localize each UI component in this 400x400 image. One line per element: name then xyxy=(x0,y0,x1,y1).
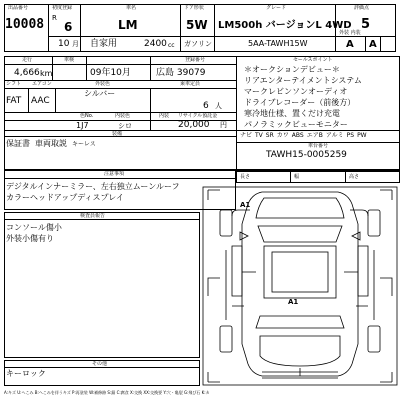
notes-label: 注意事項 xyxy=(104,171,125,177)
shift-label: シフト xyxy=(6,81,22,87)
footer-legend: A:キズ U:へこみ B:へこみを伴うキズ P:再塗装 W:補修跡 S:錆 C:腐食 X:交換 XX:交換要 Y:穴・亀裂 G:飛び石 K:カ xyxy=(4,390,210,395)
exterior-color: シルバー xyxy=(84,89,116,98)
score: 5 xyxy=(361,17,371,32)
report-line: コンソール傷小 xyxy=(6,223,62,232)
color-code-label: 色No. xyxy=(80,113,94,119)
seating-capacity: 6 xyxy=(203,101,209,111)
option-abs: ABS xyxy=(291,132,304,139)
note-line: カラーヘッドアップディスプレイ xyxy=(6,193,124,202)
length-label: 長さ xyxy=(240,174,251,180)
fuel-type: ガソリン xyxy=(184,40,212,48)
option-tv: TV xyxy=(255,132,263,139)
seats-label: 乗車定員 xyxy=(180,81,201,87)
option-ps: PS xyxy=(346,132,355,139)
sales-point: リアエンターテイメントシステム xyxy=(244,76,362,85)
equipment-keyless: キーレス xyxy=(72,141,96,148)
exterior-interior-label: 外装 内装 xyxy=(339,30,361,36)
recycle-amount: 20,000 xyxy=(178,120,210,130)
mileage-unit: km xyxy=(40,69,53,78)
usage: 自家用 xyxy=(90,39,118,49)
frame-number-label: 車台番号 xyxy=(308,143,329,149)
option-pw: PW xyxy=(357,132,367,139)
option-leather: カワ xyxy=(276,132,289,139)
color-code: 1J7 xyxy=(76,121,89,130)
equipment-label: 装備 xyxy=(112,131,123,137)
score-label: 評価点 xyxy=(354,5,370,11)
width-label: 幅 xyxy=(294,174,300,180)
sales-point: マークレビンソンオーディオ xyxy=(244,87,348,96)
shift-type: FAT xyxy=(6,96,22,106)
grade-label: グレード xyxy=(266,5,287,11)
plate-label: 登録番号 xyxy=(185,57,206,63)
option-sunroof: SR xyxy=(265,132,274,139)
option-alloy: アルミ xyxy=(325,132,344,139)
sales-point: ＊オークションデビュー＊ xyxy=(244,65,340,74)
ac-type: AAC xyxy=(31,96,50,106)
sales-point: ドライブレコーダー（前後方） xyxy=(244,98,356,107)
other-text: キーロック xyxy=(6,369,46,378)
first-registration-label: 初度登録 xyxy=(52,5,73,11)
inspection-label: 車検 xyxy=(64,57,75,63)
height-label: 高さ xyxy=(349,174,360,180)
grade: LM500h バージョンL 4WD xyxy=(218,20,352,31)
inspector-report-list xyxy=(6,222,62,244)
inspector-report-label: 検査員報告 xyxy=(80,213,106,219)
recycle-label: リサイクル預託金 xyxy=(178,113,218,119)
registration-month: 10 xyxy=(58,39,70,49)
door-type: 5W xyxy=(186,18,208,32)
option-airbag: エアB xyxy=(306,132,323,139)
report-line: 外装小傷有り xyxy=(6,234,54,243)
exterior-grade: A xyxy=(346,39,354,50)
other-label: その他 xyxy=(92,361,108,367)
displacement: 2400 xyxy=(144,39,167,49)
sales-point: 寒冷地仕様、置くだけ充電 xyxy=(244,109,340,118)
dimensions-row xyxy=(236,171,400,183)
inspection-date: 09年10月 xyxy=(90,68,131,78)
era-letter: R xyxy=(52,14,57,22)
registration-year: 6 xyxy=(64,20,73,34)
recycle-unit: 円 xyxy=(220,121,227,129)
notes-list xyxy=(6,181,180,203)
ac-label: エアコン xyxy=(32,81,52,87)
mileage-label: 走行 xyxy=(22,57,33,63)
sales-points-label: セールスポイント xyxy=(293,57,333,63)
equipment-warranty: 保証書 xyxy=(6,139,30,148)
seats-unit: 人 xyxy=(215,102,222,110)
sales-point: パノラミックビューモニター xyxy=(244,120,348,129)
damage-mark-a1-front: A1 xyxy=(240,201,251,209)
displacement-unit: cc xyxy=(168,42,175,49)
note-line: デジタルインナーミラー、左右独立ムーンルーフ xyxy=(6,182,180,191)
interior-color-label: 内装色 xyxy=(115,113,131,119)
model-code: 5AA-TAWH15W xyxy=(248,39,308,48)
trim-label: 内装 xyxy=(159,113,170,119)
mileage: 4,666 xyxy=(14,68,40,78)
car-name-label: 車名 xyxy=(126,5,137,11)
interior-grade: A xyxy=(369,39,377,50)
color-label: 外装色 xyxy=(95,81,111,87)
car-diagram-drawing xyxy=(202,186,398,386)
lot-number: 10008 xyxy=(5,17,45,32)
plate-number: 広島 39079 xyxy=(156,68,206,78)
frame-number: TAWH15-0005259 xyxy=(266,150,347,160)
lot-label: 出品番号 xyxy=(8,5,29,11)
month-unit: 月 xyxy=(72,40,79,48)
option-navi: ナビ xyxy=(240,132,253,139)
car-name: LM xyxy=(118,18,138,32)
sales-points-list xyxy=(244,64,362,130)
car-diagram xyxy=(202,186,398,386)
door-type-label: ドア形状 xyxy=(184,5,204,11)
interior-color: シロ xyxy=(118,122,132,130)
option-list xyxy=(240,132,367,139)
damage-mark-a1-roof: A1 xyxy=(288,298,299,306)
equipment-manual: 車両取説 xyxy=(35,139,67,148)
